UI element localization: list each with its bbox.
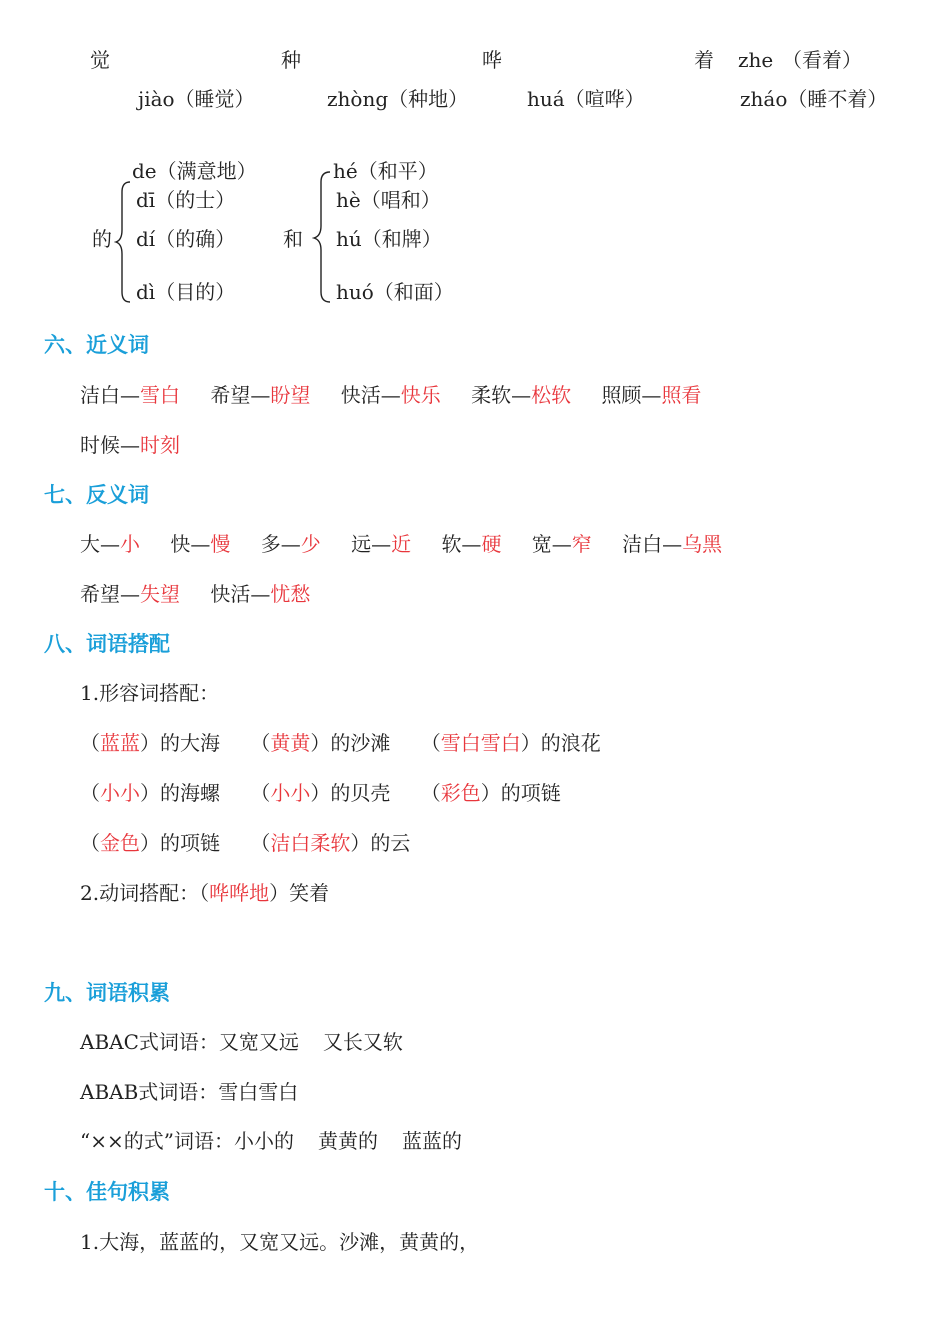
collocation: （彩色）的项链 xyxy=(420,781,561,805)
word: 时候— xyxy=(80,433,140,457)
answer: 彩色 xyxy=(440,781,481,805)
answer: 哗哗地 xyxy=(209,881,270,905)
sentence-1: 1.大海，蓝蓝的，又宽又远。沙滩，黄黄的， xyxy=(80,1230,480,1254)
collocation: （蓝蓝）的大海 xyxy=(80,731,220,755)
abab-row xyxy=(80,1078,298,1106)
word: 快活— xyxy=(340,383,401,407)
section-6-title: 六、近义词 xyxy=(44,333,149,357)
reading-hua: huá（喧哗） xyxy=(527,87,645,111)
answer: 蓝蓝 xyxy=(100,731,140,755)
noun: 的云 xyxy=(370,831,411,855)
pair xyxy=(80,532,140,556)
noun: 的项链 xyxy=(500,781,561,805)
word: 远— xyxy=(351,532,392,556)
char-zhong: 种 xyxy=(281,48,301,72)
section-9-title: 九、词语积累 xyxy=(44,981,170,1005)
noun: 的贝壳 xyxy=(330,781,391,805)
char-zhe: 着 xyxy=(694,48,714,72)
noun: 的沙滩 xyxy=(330,731,391,755)
noun: 的项链 xyxy=(160,831,220,855)
answer: 照看 xyxy=(661,383,702,407)
reading-he4: hè（唱和） xyxy=(336,188,441,212)
adj-collocation-label: 1.形容词搭配： xyxy=(80,681,220,705)
answer: 失望 xyxy=(140,582,180,606)
antonym-row-1 xyxy=(80,530,722,558)
char-hua: 哗 xyxy=(482,48,502,72)
reading-di2: dí（的确） xyxy=(136,227,236,251)
answer: 小小 xyxy=(100,781,140,805)
pair xyxy=(210,383,310,407)
abac-row xyxy=(80,1028,403,1056)
pinyin-zhe: zhe xyxy=(738,48,774,72)
answer: 小小 xyxy=(270,781,311,805)
verb-collocation-label: 2.动词搭配： xyxy=(80,881,200,905)
pair xyxy=(80,433,180,457)
pair xyxy=(80,383,180,407)
pair xyxy=(532,532,592,556)
abac-label: ABAC式词语： xyxy=(80,1030,219,1054)
word: 希望— xyxy=(210,383,271,407)
example-kanzhe: （看着） xyxy=(782,48,862,72)
noun: 的海螺 xyxy=(160,781,220,805)
collocation: （洁白柔软）的云 xyxy=(250,831,411,855)
answer: 乌黑 xyxy=(682,532,723,556)
char-de: 的 xyxy=(92,227,112,251)
reading-zhao: zháo（睡不着） xyxy=(740,87,888,111)
word: 蓝蓝的 xyxy=(401,1129,462,1153)
pair xyxy=(80,582,180,606)
xx-row xyxy=(80,1127,462,1155)
answer: 小 xyxy=(120,532,140,556)
answer: 松软 xyxy=(531,383,572,407)
synonym-row-1 xyxy=(80,381,701,409)
pair xyxy=(261,532,321,556)
reading-hu: hú（和牌） xyxy=(336,227,442,251)
reading-jiao: jiào（睡觉） xyxy=(138,87,255,111)
answer: 快乐 xyxy=(400,383,441,407)
pair xyxy=(441,532,501,556)
word: 照顾— xyxy=(601,383,662,407)
word: 黄黄的 xyxy=(317,1129,378,1153)
reading-di1: dī（的士） xyxy=(136,188,236,212)
reading-huo: huó（和面） xyxy=(336,280,454,304)
char-jue: 觉 xyxy=(90,48,110,72)
pair xyxy=(622,532,722,556)
collocation: （小小）的贝壳 xyxy=(250,781,391,805)
word: 多— xyxy=(260,532,301,556)
word: 洁白— xyxy=(80,383,140,407)
word: 小小的 xyxy=(233,1129,294,1153)
word: 雪白雪白 xyxy=(218,1080,299,1104)
collocation: （小小）的海螺 xyxy=(80,781,220,805)
answer: 洁白柔软 xyxy=(270,831,351,855)
synonym-row-2 xyxy=(80,431,180,459)
word: 大— xyxy=(80,532,120,556)
answer: 慢 xyxy=(210,532,231,556)
word: 柔软— xyxy=(471,383,532,407)
answer: 近 xyxy=(391,532,412,556)
word: 快活— xyxy=(210,582,271,606)
pair xyxy=(471,383,571,407)
collocation-row-1 xyxy=(80,729,601,757)
answer: 雪白 xyxy=(140,383,180,407)
abab-label: ABAB式词语： xyxy=(80,1080,219,1104)
brace-icon xyxy=(114,180,134,304)
reading-de-neutral: de（满意地） xyxy=(132,159,257,183)
noun: 的大海 xyxy=(160,731,220,755)
verb: 笑着 xyxy=(289,881,330,905)
answer: 黄黄 xyxy=(270,731,311,755)
word: 希望— xyxy=(80,582,140,606)
answer: 忧愁 xyxy=(270,582,311,606)
pair xyxy=(601,383,701,407)
xx-label: “××的式”词语： xyxy=(80,1129,234,1153)
char-he: 和 xyxy=(283,227,303,251)
section-7-title: 七、反义词 xyxy=(44,483,149,507)
collocation-row-2 xyxy=(80,779,561,807)
antonym-row-2 xyxy=(80,580,310,608)
answer: 盼望 xyxy=(270,383,311,407)
pair xyxy=(170,532,230,556)
reading-zhong: zhòng（种地） xyxy=(327,87,469,111)
collocation: （雪白雪白）的浪花 xyxy=(420,731,601,755)
pair xyxy=(351,532,411,556)
pair xyxy=(210,582,310,606)
pair xyxy=(341,383,441,407)
collocation-row-3 xyxy=(80,829,410,857)
answer: 硬 xyxy=(481,532,502,556)
answer: 雪白雪白 xyxy=(440,731,521,755)
answer: 少 xyxy=(300,532,321,556)
word: 快— xyxy=(170,532,211,556)
word: 又长又软 xyxy=(322,1030,403,1054)
answer: 窄 xyxy=(571,532,592,556)
brace-icon xyxy=(312,170,334,304)
word: 洁白— xyxy=(622,532,683,556)
word: 宽— xyxy=(531,532,572,556)
word: 软— xyxy=(441,532,482,556)
reading-di4: dì（目的） xyxy=(136,280,236,304)
answer: 金色 xyxy=(100,831,140,855)
collocation: （黄黄）的沙滩 xyxy=(250,731,391,755)
section-10-title: 十、佳句积累 xyxy=(44,1180,170,1204)
answer: 时刻 xyxy=(140,433,180,457)
noun: 的浪花 xyxy=(540,731,601,755)
section-8-title: 八、词语搭配 xyxy=(44,632,170,656)
reading-he2: hé（和平） xyxy=(333,159,438,183)
verb-collocation: 2.动词搭配：（哗哗地）笑着 xyxy=(80,881,330,905)
word: 又宽又远 xyxy=(218,1030,299,1054)
collocation: （金色）的项链 xyxy=(80,831,220,855)
